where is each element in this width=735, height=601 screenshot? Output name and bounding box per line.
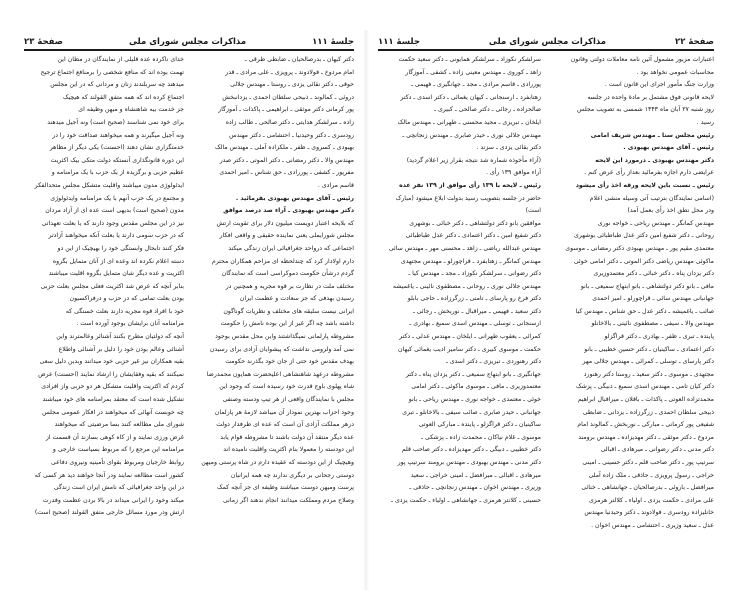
text-column-left — [378, 54, 541, 533]
text-line: دکتر بقائی یزدی ـ سزند . — [476, 144, 541, 152]
text-line: رسید . — [696, 118, 714, 126]
text-line: بهبودی ـ کسروی ـ ظفر ـ ملکزاده آملی ـ مهندس مالک — [215, 144, 354, 152]
text-line: مهندس والا ـ سیفی ـ مصطفوی نائینی ـ بالاخانلو — [591, 320, 714, 328]
text-line: خدای ناکرده عده قلیلی از نمایندگان در مظان این — [57, 56, 184, 63]
text-line: دکتر سعید ـ فهیمی ـ میراقبال ـ نوربخش ـ رجائی ـ — [412, 307, 541, 315]
text-line: قاسم مرادی . — [317, 181, 354, 189]
text-line: کشور است مطالعه نمایند ودر آنجا خواهند دید هر کسی که — [34, 471, 184, 479]
text-line: جهانبانی مهندس سائی ـ قراچورلو ـ امیر احمدی — [592, 295, 714, 303]
text-line: (آراء مأخوذه شماره شد نتیجه بقرار زیر اعلام گردید) — [406, 156, 541, 164]
text-line: خانلیزاده رودسری ـ فولادوند ـ دکتر وحیدنیا مهندس — [584, 509, 714, 517]
text-line: پاینده ـ تبری ـ ظفر ـ بهادری ـ دکتر قراگزلو — [604, 333, 714, 341]
text-line: آشنائی وعالم بودن خود را دلیل بر آشنائی واطلاع — [58, 345, 184, 353]
text-line: ذبیحی سلطان احمدی ـ زرگرزاده ـ یزدانی ـ ضابطی — [582, 408, 714, 416]
right-page — [368, 0, 735, 601]
text-line: دکتر مهندس بهبودی ـ آراء صد درصد موافق — [223, 207, 354, 215]
text-line: مختلف ملت در نظارت بر قوه مجریه و همچنین در — [225, 282, 354, 290]
text-line: دکتر مدنی ـ دکتر رضوانی ـ میرهادی ـ اقبالی — [600, 446, 714, 454]
text-line: روابط خارجیان ومربوط بقوای تأمینیه ونیروی دفاعی — [51, 459, 184, 466]
text-line: که در حزب سومی دارند یا بعلت آنکه میخواهند آزادتر — [48, 232, 184, 240]
text-line: دکتر کیهان ـ بدرصالحیان ـ ضابطی طرقی ـ — [244, 56, 354, 63]
text-line: (اسامی نمایندگان بترتیب آتی وسیله منشی اعلام — [589, 194, 714, 202]
text-line: وزارت جنگ مأمور اجرای این قانون است . — [604, 81, 714, 89]
page-number: صفحهٔ ۲۳ — [24, 37, 63, 47]
text-line: کردم که اکثریت واقلیت متشکل هر دو حزبی واز افرادی — [41, 383, 184, 391]
running-title: مذاکرات مجلس شورای ملی — [488, 37, 607, 47]
running-title: مذاکرات مجلس شورای ملی — [128, 37, 247, 47]
text-line: مهندس جلالی نوری ـ روحانی ـ مصطفوی نائینی ـ یاغمیشه — [392, 282, 541, 290]
text-line: جهانگیری ـ بانو ابتهاج سمیعی ـ دکتر یزدان پناه ـ دکتر — [405, 370, 541, 378]
text-line: پوررادی ـ قاسم مرادی ـ مجد ـ جهانگیری ـ فهیمی ـ — [411, 81, 541, 89]
text-line: عرایضی دارم اجازه بفرمائید بعداز رأی عرض کنم . — [584, 169, 714, 177]
text-line: مرامنامه آنان برایشان بوجود آورده است . — [76, 320, 184, 328]
text-line: پرست ومیهن دوست میباشند وظیفه ای جز آنچه کمک — [217, 484, 354, 492]
text-line: دوستی رجحانی بر دیگری ندارند چه همه ایرانیان — [230, 471, 354, 479]
text-line: مجلس با نمایندگان واقعی از هر تیپ ودسته وصنفی — [222, 396, 354, 404]
left-page-columns — [24, 54, 354, 520]
text-line: دکتر مهندس بهبودی ـ درمورد این لایحه — [595, 156, 714, 164]
text-line: دکتر پارسای ـ توسلی ـ کمرائی ـ مهندس جلالی مهر — [582, 358, 714, 366]
text-line: مشروطه درعهد شاهنشاهی اعلیحضرت همایون محمدرضا — [206, 370, 354, 378]
text-line: خوئی ـ معتمدی ـ خواجه نوری ـ مهندس ریاحی ـ بانو — [408, 396, 541, 404]
right-page-columns — [378, 54, 714, 533]
text-line: اکثریت و عده دیگر شان متمایل بگروه اقلیت میباشند — [48, 270, 184, 278]
text-line: میدهند چه سربلندند زنان و مردانی که در این مجلس — [50, 81, 184, 89]
text-line: دکتر رهنوردی ـ تبریزی ـ دکتر اسدی ـ — [445, 358, 541, 366]
left-page-header — [24, 33, 354, 47]
text-line: رودسری ـ دکتر وحیدنیا ـ احتشامی ـ دکتر مهندس — [229, 131, 354, 139]
text-line: موسوی ـ غلام نیاکان ـ محمدت زاده ـ پزشکی ـ — [421, 433, 541, 441]
text-line: ودر محل نطق اخذ رأی بعمل آمد) — [627, 207, 714, 215]
left-page — [0, 0, 367, 601]
text-line: و مجتمع در یک حزب آنهم با یک مرامنامه وایدئولوژی — [50, 194, 184, 202]
text-line: ساکینیان ـ دکتر قراگزلو ـ پاینده ـ مبارکی العوتی — [418, 421, 541, 429]
text-line: مهندس جلالی نوری ـ حیدر صابری ـ مهندس زنجانچی ـ — [402, 131, 541, 139]
text-line: میرافضل ـ باروئی ـ بدرصالحیان ـ جهانشاهی ـ خنائی — [581, 484, 714, 492]
text-line: محمدتزاده العوتی ـ پاکذات ـ باقلان ـ میراقبال ابراهیم — [577, 396, 714, 404]
text-line: دکتر فرخ رو پارسای ـ تامنی ـ زرگرزاده ـ حاجی بابلو — [407, 295, 541, 303]
text-line: دکتر یزدان پناه ـ دکتر خبائی ـ دکتر معتمدوزیری — [593, 270, 714, 278]
text-line: مردوخ ـ دکتر موثقی ـ دکتر مهدیزاده ـ مهندس برومند — [578, 433, 714, 441]
text-line: ایرانی نیست سلیقه های مختلف و نظریات گوناگون — [223, 307, 354, 315]
text-line: ایدئولوژی مدون میباشند واقلیت متشکل مجلس متحدالفکر — [34, 181, 184, 189]
text-line: تهمت بوده اند که منافع شخصی را برمنافع اجتماع ترجیح — [40, 68, 184, 76]
text-line: بودن بعلت تمامی که در حزب و درفراکسیون — [69, 295, 184, 303]
text-line: ونه آجیل میگیرند و همه میخواهند صداقت خود را در — [52, 131, 184, 139]
text-line: پور کرمانی دکتر موثقی ـ ابراهیمی ـ پاکذات ـ آموزگار — [218, 106, 354, 114]
text-column-left — [24, 54, 184, 520]
header-rule — [24, 49, 354, 51]
text-line: غرض ورزی نمایند و از کاه کوهی بسازند آن قسمت از — [45, 433, 184, 441]
text-line: این دوره قانونگذاری آنستکه دولت متکی بیک اکثریت — [50, 156, 184, 164]
text-line: درهر مملکت آزادی آن است که عده ای طرفدار دولت — [216, 421, 354, 429]
text-line: وزیری ـ مهندس اخوان ـ مهندس زنجانچی ـ حاذقی ـ — [409, 484, 541, 492]
text-line: رسیدن بهدفی که جز سعادت و عظمت ایران — [239, 295, 354, 303]
text-line: دکتر شفیع امین ـ دکتر اعتمادی ـ دکتر عدل طباطبائی — [405, 232, 541, 240]
text-line: نمی آمد ولزومی نداشت که پیشوایان آزادی برای رسیدن — [209, 345, 354, 353]
text-line: زاهد ـ کوروی ـ مهندس معینی زاده ـ کشفی ـ آموزگار — [405, 68, 541, 76]
session-number: جلسهٔ ۱۱۱ — [378, 37, 420, 47]
text-line: روحانی ـ دکتر شفیع امین دکتر عدل طباطبائی بوشهری — [573, 232, 714, 240]
text-line: نیز در این مجلس مقدس وجود دارند که یا بعلت تعهداتی — [41, 219, 184, 227]
text-line: مجتهدی ـ موسوی ـ دکتر سعید ـ روستا دکتر رهنورد — [583, 370, 714, 378]
text-line: دکتر رضوانی ـ سرلشکر نکوزاد ـ مجد ـ مهندس کیا ـ — [408, 270, 541, 278]
text-line: ایلخان ـ تبریزی ـ مجید محسنی ـ طهرانی ـ مهندس مالک — [397, 118, 541, 126]
text-line: حوقی ـ دکتر نقائی یزدی ـ روستا ـ مهندس جلالی — [230, 81, 354, 89]
right-page-header — [378, 33, 714, 47]
text-line: میکند وخود را ایرانی میداند در بالا بردن عظمت وقدرت — [42, 496, 184, 504]
text-line: دکتر مدنی ـ مهندس بهبودی ـ مهندس برومند سرتیپ پور — [397, 459, 541, 466]
text-line: گردم درشأن حکومت دموکراسی است که نمایندگان — [221, 270, 354, 278]
text-line: سرلشکر نکوزاد ـ سرلشکر همایونی ـ دکتر سعید حکمت — [398, 56, 541, 63]
header-rule — [378, 49, 714, 51]
text-line: مفرپور ـ کشفی ـ پوررادی ـ حق شناس ـ امیر احمدی — [219, 169, 354, 177]
text-line: وصلاح مردم ومملکت میدانند انجام ندهند اگر زمانی — [222, 496, 354, 504]
text-line: میرهادی ـ اقبالی ـ میرافضل ـ امینی خراجی ـ سعید — [410, 471, 541, 479]
text-line: زهتابفرد ـ ارسنجانی ـ کیهان یغمائی ـ دکتر اسدی ـ دکتر — [400, 93, 541, 101]
text-line: معتمدوزیری ـ مافی ـ موسوی ماکوئی ـ دکتر امامی — [411, 383, 541, 391]
text-line: خود با افراد قوه مجریه دارند بعلت خستگی که — [65, 307, 184, 315]
text-line: مجلس شورایملی یعنی نماینده حقیقی و واقعی افکار — [219, 232, 354, 240]
text-line: صائب ـ یاغمیشه ـ دکتر عدل ـ حق شناس ـ مهندس کیا — [575, 307, 714, 315]
text-line: بنابر آنچه که عرض شد اکثریت فعلی مجلس بعلت حزبی — [40, 282, 184, 290]
text-line: ماکوئی مهندس ریاضی دکتر الموتی ـ دکتر امامی خوئی — [573, 257, 714, 265]
text-line: بقیه همکاران نیز غیر حزبی خود میدانند وبدین دلیل سعی — [39, 358, 184, 366]
text-line: بهدف مقدس خود حتی از جان خود بگذرند حکومت — [225, 358, 354, 366]
text-column-right — [194, 54, 354, 520]
text-line: شفیعی پور کرمانی ـ مبارکی ـ نوربخش ـ کمالوند امام — [577, 421, 714, 429]
text-line: امام مردوخ ـ فولادوند ـ پرویزی ـ علی مرادی ـ قدر — [225, 68, 354, 76]
text-line: برای خود نمی شناسند (صحیح است) ونه آجیل میدهند — [47, 118, 184, 126]
text-line: فکر کنند تابحال وابستگی خود را بهیچیک از این دو — [57, 244, 184, 252]
text-line: حاضر در جلسه بتصویب رسید بدولت ابلاغ میشود (مبارک — [395, 194, 541, 202]
text-line: روز شنبه ۲۷ آبان ماه ۱۳۴۳ شمسی به تصویب مجلس — [577, 106, 714, 114]
text-line: رئیس ـ لایحه با ۱۳۹ رأی موافق از ۱۳۹ نفر عده — [399, 181, 541, 189]
text-line: آراء موافق ۱۳۹ رأی . — [485, 169, 541, 177]
text-line: وجود احزاب بهترین نمودار آن میباشد لازمهٔ هر پارلمان — [214, 408, 354, 416]
text-line: لایحه قانونی فوق مشتمل بر مادهٔ واحده در جلسه — [587, 93, 714, 101]
text-line: دروئی ـ کمالوند ـ ذبیحی سلطان احمدی ـ یزدانبخش — [222, 93, 354, 101]
text-line: دارم اولادار کرد که چندلحظه ای مزاحم همکاران محترم — [211, 257, 354, 265]
text-line: محاسبات عمومی نخواهد بود . — [636, 68, 714, 76]
text-line: اجتماعی که درواحد جغرافیائی ایران زندگی میکند — [228, 244, 354, 252]
text-line: چه خوبست آنهائی که میخواهند در افکار عمومی مجلس — [42, 408, 184, 416]
text-line: دکتر خطیبی ـ دبیگی ـ دکتر مهدیزاده ـ دکتر صاحب قلم — [401, 446, 541, 454]
text-line: دسته اعلام نکرده اند وعده ای از آنان متمایل بگروه — [52, 257, 184, 265]
text-line: مافی ـ بانو دکتر دولتشاهی ـ بانو ابتهاج سمیعی ـ بانو — [580, 282, 714, 290]
text-line: خدمتگزاری نشان دهند (احسنت) یکی دیگر از مظاهر — [49, 144, 184, 152]
text-line: رئیس مجلس سنا ـ مهندس شریف امامی — [590, 131, 714, 139]
text-line: سرتیپ پور ـ دکتر صاحب قلم ـ دکتر حسینی ـ امینی — [582, 459, 714, 466]
page-number: صفحهٔ ۲۲ — [675, 37, 714, 47]
text-line: خراجی ـ رسول پرویزی ـ حاذقی ـ ملک زاده آملی — [588, 471, 714, 479]
text-line: مهندس کمانگر ـ زهتابفرد ـ قراچورلو ـ مهندس مجتهدی — [400, 257, 541, 265]
text-line: وهیچیک از این دودسته که عقیده دارم در شاه پرستی ومیهن — [201, 459, 354, 466]
text-line: دکتر کیان تامی ـ مهندس اسدی سمیع ـ دبیگی ـ پزشک — [576, 383, 714, 391]
text-line: مهندس عبدالله ریاضی ـ زاهد ـ محسنی مهر ـ مهندس سائی — [388, 244, 541, 252]
text-line: آنچه که دولتیان مطرح بکنند آشنائر وعالمترند واین — [56, 333, 184, 341]
text-line: است) — [525, 207, 541, 215]
text-line: عده دیگر منتقد آن دولت باشند تا مشروطه قوام یابد — [220, 433, 354, 441]
text-line: علی مرادی ـ حکمت یزدی ـ اولیاء ـ کلالتر هرمزی — [588, 496, 714, 504]
text-line: رئیس ـ نسبت باین لایحه ورقه اخذ رأی میشود — [575, 181, 714, 189]
text-line: کمرائی ـ یعقوب طهرانی ـ ایلخان ـ مهندس عدلی ـ دکتر — [399, 333, 541, 341]
text-line: شاه پهلوی باوج قدرت خود رسیده است که وجود این — [219, 383, 354, 391]
text-line: رئیس ـ آقای مهندس بهبودی بفرمائید . — [235, 194, 354, 202]
text-line: که بلایحه اعتبار دویست میلیون دلار برای تقویت ارتش — [216, 219, 354, 227]
text-line: مشروطه پارلمانی نمیگذاشتند واین محل مقدس بوجود — [215, 333, 354, 341]
text-line: زاده ـ سرلشکر هدایتی ـ دکتر صالحی ـ طالب زاده — [225, 118, 354, 126]
text-line: موافقین بانو دکتر دولتشاهی ـ دکتر خبائی ـ بوشهری — [409, 219, 541, 227]
text-line: حسینی ـ کلانتر هرمزی ـ جهانشاهی ـ اولیاء ـ حکمت یزدی ـ — [391, 496, 541, 504]
text-line: تشکیل شده است که معتقد بمرامنامه های خود میباشند — [42, 396, 184, 404]
text-line: مهندس والا ـ دکتر رمضانی ـ دکتر الموتی ـ دکتر صدر — [219, 156, 354, 164]
text-line: در این واحد جغرافیائی که نامش ایران است زندگی — [53, 484, 184, 492]
text-line: معتمدی مقیم پور ـ مهندس بهبودی دکتر رمضانی ـ موسوی — [565, 244, 714, 252]
text-line: عدل ـ سعید وزیری ـ احتشامی ـ مهندس اخوان . — [591, 521, 714, 529]
text-line: عظیم حزبی و برگزیده از یک حزب با یک مرامنامه و — [51, 169, 184, 177]
text-line: جز خدمت بیه شاهنشاه و میهن وظیفه ای — [78, 106, 184, 114]
text-line: جهانبانی ـ حیدر صابری ـ صائب سیفی ـ بالاخانلو ـ تبری — [402, 408, 541, 416]
text-line: مهندس کمانگر ـ مهندس ریاحی ـ خواجه نوری — [597, 219, 714, 227]
session-number: جلسهٔ ۱۱۱ — [312, 37, 354, 47]
text-line: داشته باشد چه اگر غیر از این بوده نامش را حکومت — [220, 320, 354, 328]
text-line: صالحزاده ـ رجائی ـ دکتر صالحی ـ کبیری ـ — [434, 106, 541, 114]
text-column-right — [551, 54, 714, 533]
text-line: ارتش ودر مورد مسائل خارجی متفق القولند (صحیح است) — [34, 509, 184, 517]
text-line: ارسنجانی ـ توسلی ـ مهندس اسدی سمیع ـ بهادری ـ — [409, 320, 541, 328]
text-line: دکتر اعتمادی ـ ساکینیان ـ دکتر حسین خطیبی ـ بانو — [584, 345, 714, 353]
text-line: رئیس ـ آقای مهندس بهبودی . — [623, 144, 714, 152]
text-line: اعتبارات مزبور مشمول آئین نامه معاملات دولتی وقانون — [570, 56, 714, 63]
text-line: شورای ملی مطالعه کنند بسا مرضیتی که میخواهند — [54, 421, 184, 429]
text-line: مرامنامه این مرجع را که مربوط بسیاست خارجی و — [52, 446, 184, 454]
text-line: اجتماع کرده اند که همه متفق القولند که هیچیک — [63, 93, 184, 101]
text-line: این دودسته را معمولا بنام اکثریت واقلیت نامیده اند — [223, 446, 354, 454]
text-line: مدون (صحیح است) بدیهی است عده ای از آزاد مردان — [45, 207, 184, 215]
text-line: نمیکنند که بقیه وفقایشان را ارشاد نمایند (احسنت) عرض — [38, 370, 184, 378]
text-line: حکمت ـ موسوی کبیری ـ دکتر سامیر ادیب یغمائی کیهان — [398, 345, 541, 353]
